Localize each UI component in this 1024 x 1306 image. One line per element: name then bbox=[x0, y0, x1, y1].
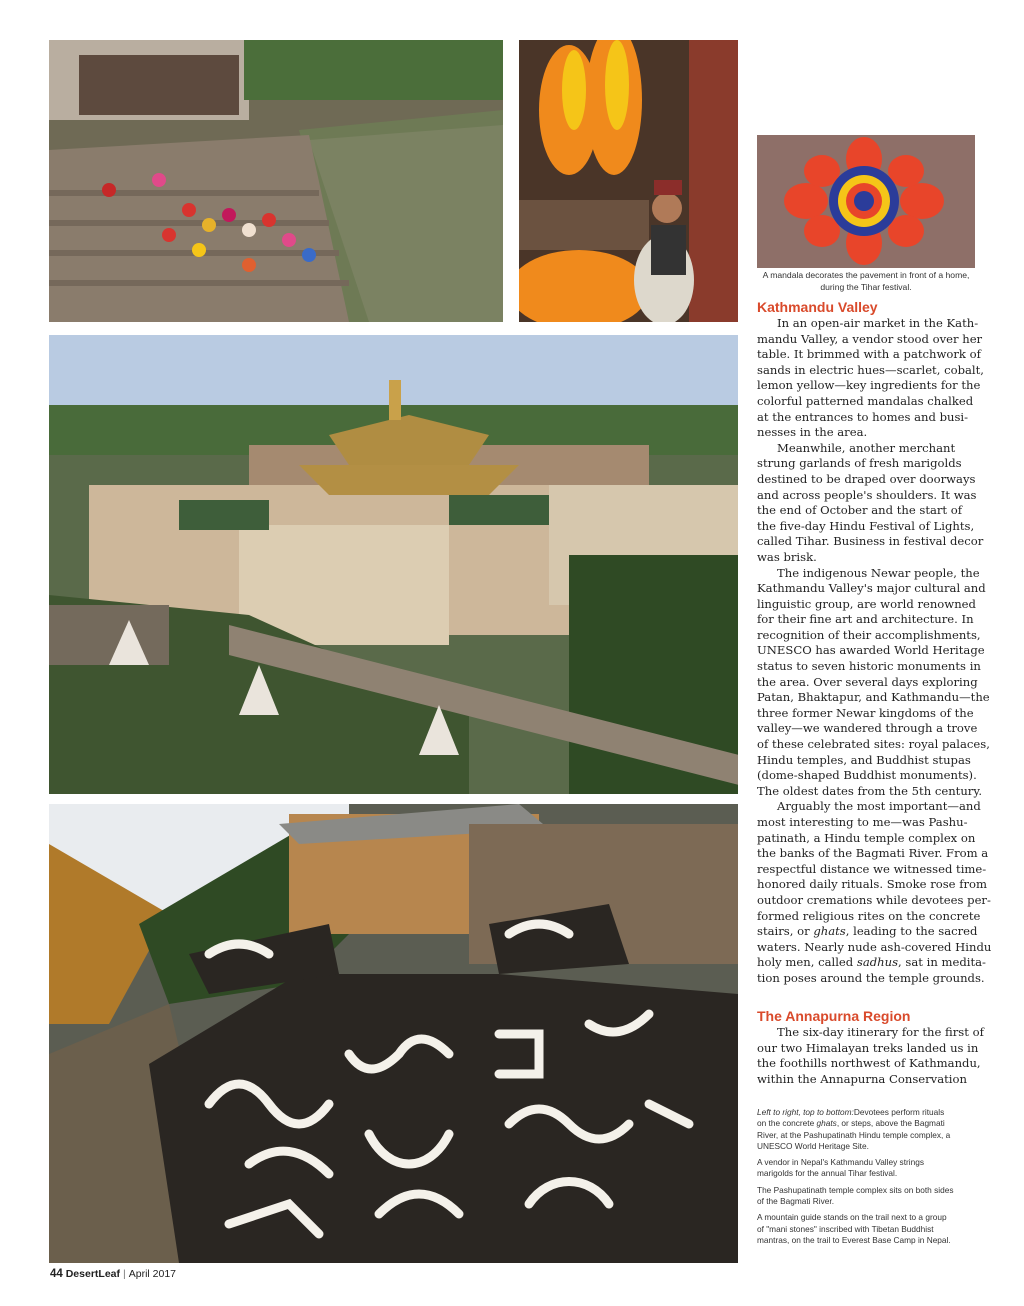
text-line: strung garlands of fresh marigolds bbox=[757, 456, 962, 471]
photo-bagmati-ghats bbox=[49, 40, 503, 322]
text-line: The indigenous Newar people, the bbox=[777, 565, 980, 580]
magazine-name: DesertLeaf bbox=[65, 1268, 120, 1280]
text-line: at the entrances to homes and busi- bbox=[757, 409, 969, 424]
text-line: nesses in the area. bbox=[757, 425, 868, 440]
photo-mani-stones bbox=[49, 804, 738, 1263]
text-line: Patan, Bhaktapur, and Kathmandu—the bbox=[757, 690, 990, 705]
text-line: (dome-shaped Buddhist monuments). bbox=[757, 768, 977, 783]
text-line: the area. Over several days exploring bbox=[757, 674, 978, 689]
photo-caption bbox=[757, 1157, 977, 1180]
text-line: our two Himalayan treks landed us in bbox=[757, 1040, 979, 1055]
text-line: mandu Valley, a vendor stood over her bbox=[757, 331, 983, 346]
text-line: for their fine art and architecture. In bbox=[757, 612, 974, 627]
text-line: waters. Nearly nude ash-covered Hindu bbox=[757, 939, 992, 954]
photo-caption bbox=[757, 1212, 977, 1246]
text-line: Arguably the most important—and bbox=[777, 799, 981, 814]
text-line: status to seven historic monuments in bbox=[757, 659, 981, 674]
text-line: recognition of their accomplishments, bbox=[757, 627, 981, 642]
text-line: sands in electric hues—scarlet, cobalt, bbox=[757, 362, 984, 377]
italic-term: ghats bbox=[816, 1118, 837, 1129]
caption-line: of "mani stones" inscribed with Tibetan Buddhist bbox=[757, 1223, 934, 1234]
page-footer bbox=[50, 1268, 176, 1280]
text-line: three former Newar kingdoms of the bbox=[757, 705, 974, 720]
text-line: Meanwhile, another merchant bbox=[777, 440, 956, 455]
text-line: colorful patterned mandalas chalked bbox=[757, 393, 974, 408]
caption-line: marigolds for the annual Tihar festival. bbox=[757, 1168, 898, 1179]
photo-mandala bbox=[757, 135, 975, 268]
text-line: In an open-air market in the Kath- bbox=[777, 316, 979, 330]
text-line: holy men, called sadhus, sat in medita- bbox=[757, 955, 986, 970]
caption-line: River, at the Pashupatinath Hindu temple complex, a bbox=[757, 1129, 951, 1140]
text-line: UNESCO has awarded World Heritage bbox=[757, 643, 985, 658]
text-line: Hindu temples, and Buddhist stupas bbox=[757, 752, 971, 767]
italic-term: sadhus bbox=[856, 955, 899, 970]
text-line: stairs, or ghats, leading to the sacred bbox=[757, 924, 978, 939]
text-line: The oldest dates from the 5th century. bbox=[757, 783, 983, 798]
photo-caption bbox=[757, 1185, 977, 1208]
text-line: linguistic group, are world renowned bbox=[757, 596, 976, 611]
text-line: valley—we wandered through a trove bbox=[757, 721, 978, 736]
text-line: formed religious rites on the concrete bbox=[757, 908, 981, 923]
caption-line: A mountain guide stands on the trail next to a group bbox=[757, 1212, 947, 1223]
text-line: called Tihar. Business in festival decor bbox=[757, 534, 984, 549]
text-line: the end of October and the start of bbox=[757, 503, 963, 518]
text-line: destined to be draped over doorways bbox=[757, 471, 976, 486]
section-heading-annapurna-region: The Annapurna Region bbox=[757, 1008, 911, 1024]
caption-line: on the concrete ghats, or steps, above the Bagmati bbox=[757, 1118, 945, 1129]
text-line: the banks of the Bagmati River. From a bbox=[757, 846, 989, 861]
text-line: patinath, a Hindu temple complex on bbox=[757, 830, 976, 845]
text-line: The six-day itinerary for the first of bbox=[777, 1025, 984, 1039]
caption-line: of the Bagmati River. bbox=[757, 1196, 835, 1207]
text-line: Kathmandu Valley's major cultural and bbox=[757, 581, 986, 596]
mandala-photo-caption bbox=[757, 270, 975, 293]
article-body-kathmandu bbox=[757, 316, 992, 987]
page-number: 44 bbox=[50, 1268, 63, 1280]
text-line: was brisk. bbox=[757, 549, 817, 564]
text-line: and across people's shoulders. It was bbox=[757, 487, 977, 502]
caption-lead: Left to right, top to bottom: bbox=[757, 1107, 854, 1117]
text-line: most interesting to me—was Pashu- bbox=[757, 815, 968, 829]
text-line: outdoor cremations while devotees per- bbox=[757, 892, 991, 907]
footer-separator: | bbox=[123, 1268, 126, 1280]
text-line: the five-day Hindu Festival of Lights, bbox=[757, 518, 975, 533]
caption-text: Devotees perform rituals bbox=[853, 1107, 945, 1117]
italic-term: ghats bbox=[813, 924, 846, 939]
text-line: of these celebrated sites: royal palaces, bbox=[757, 737, 990, 752]
caption-line bbox=[757, 1107, 977, 1118]
text-line: respectful distance we witnessed time- bbox=[757, 861, 987, 876]
text-line: within the Annapurna Conservation bbox=[757, 1071, 967, 1086]
text-line: honored daily rituals. Smoke rose from bbox=[757, 877, 988, 892]
caption-line: The Pashupatinath temple complex sits on both sides bbox=[757, 1184, 954, 1195]
caption-line: mantras, on the trail to Everest Base Camp in Nepal. bbox=[757, 1234, 951, 1245]
text-line: table. It brimmed with a patchwork of bbox=[757, 347, 981, 362]
text-line: tion poses around the temple grounds. bbox=[757, 970, 985, 985]
photo-caption bbox=[757, 1107, 977, 1152]
issue-date: April 2017 bbox=[128, 1268, 177, 1280]
section-heading-kathmandu-valley: Kathmandu Valley bbox=[757, 299, 878, 315]
text-line: the foothills northwest of Kathmandu, bbox=[757, 1056, 981, 1071]
photo-pashupatinath-temple bbox=[49, 335, 738, 794]
article-body-annapurna bbox=[757, 1025, 984, 1087]
caption-line: A vendor in Nepal's Kathmandu Valley strings bbox=[757, 1157, 924, 1168]
caption-line: A mandala decorates the pavement in front of a home, bbox=[762, 270, 970, 280]
text-line: lemon yellow—key ingredients for the bbox=[757, 378, 981, 393]
caption-line: UNESCO World Heritage Site. bbox=[757, 1140, 869, 1151]
photo-marigold-vendor bbox=[519, 40, 738, 322]
photo-captions bbox=[757, 1107, 977, 1251]
caption-line: during the Tihar festival. bbox=[820, 281, 912, 292]
